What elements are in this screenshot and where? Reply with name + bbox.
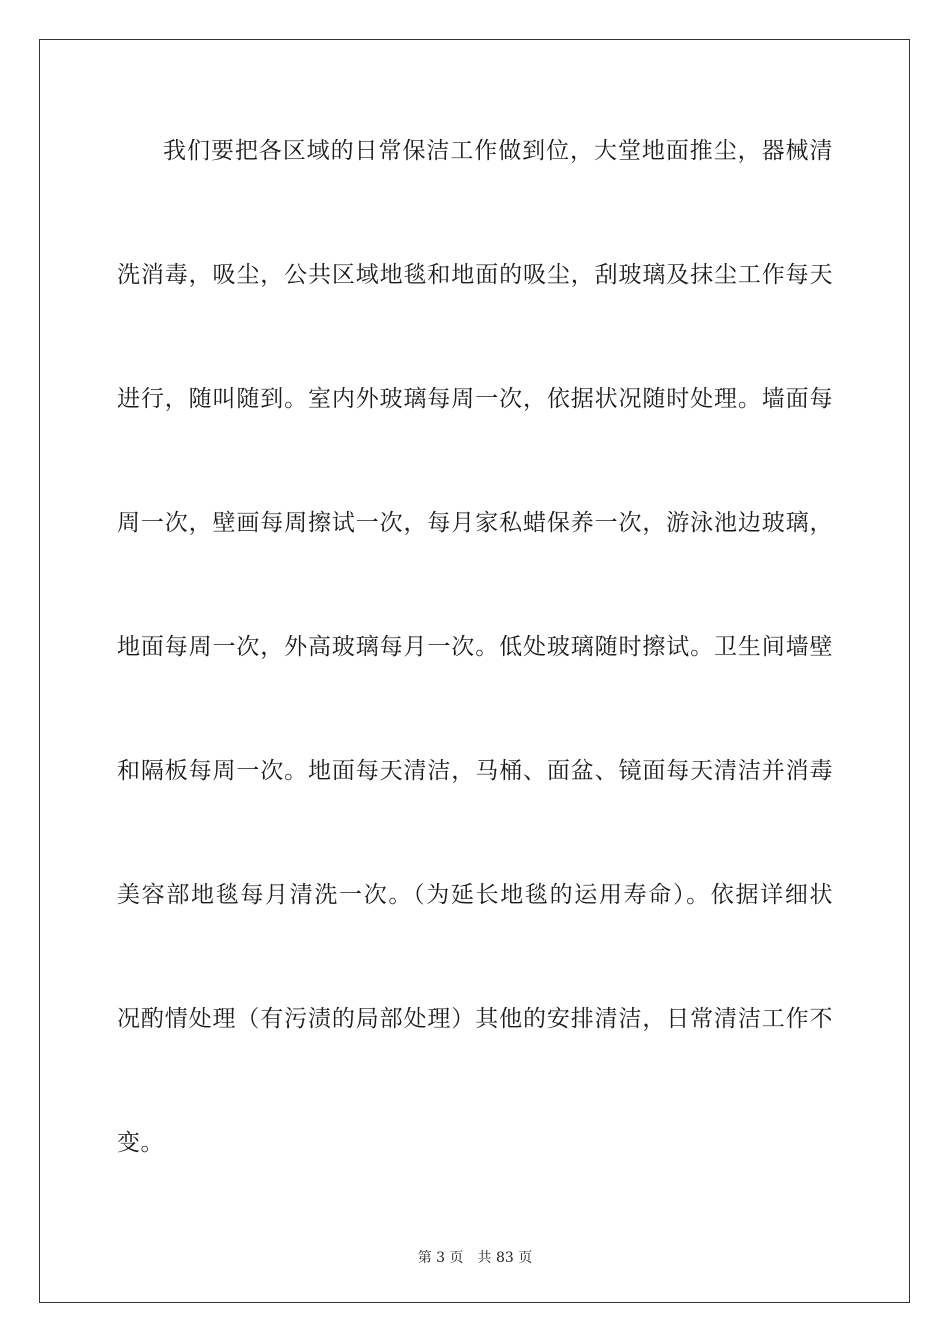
paragraph-line: 洗消毒，吸尘，公共区域地毯和地面的吸尘，刮玻璃及抹尘工作每天 — [117, 262, 833, 288]
paragraph-line: 进行，随叫随到。室内外玻璃每周一次，依据状况随时处理。墙面每 — [117, 386, 833, 412]
page-total: 共 83 页 — [477, 1250, 533, 1266]
paragraph-line: 我们要把各区域的日常保洁工作做到位，大堂地面推尘，器械清 — [163, 138, 833, 164]
paragraph-line: 美容部地毯每月清洗一次。（为延长地毯的运用寿命）。依据详细状 — [117, 882, 833, 908]
page-border — [39, 39, 910, 1303]
page-footer — [0, 1249, 950, 1267]
paragraph-line: 况酌情处理（有污渍的局部处理）其他的安排清洁，日常清洁工作不 — [117, 1006, 833, 1032]
paragraph-line: 周一次，壁画每周擦试一次，每月家私蜡保养一次，游泳池边玻璃， — [117, 510, 833, 536]
paragraph-line: 地面每周一次，外高玻璃每月一次。低处玻璃随时擦试。卫生间墙壁 — [117, 634, 833, 660]
paragraph-line: 变。 — [117, 1130, 164, 1156]
paragraph-line: 和隔板每周一次。地面每天清洁，马桶、面盆、镜面每天清洁并消毒 — [117, 758, 833, 784]
page-number: 第 3 页 — [417, 1250, 464, 1266]
